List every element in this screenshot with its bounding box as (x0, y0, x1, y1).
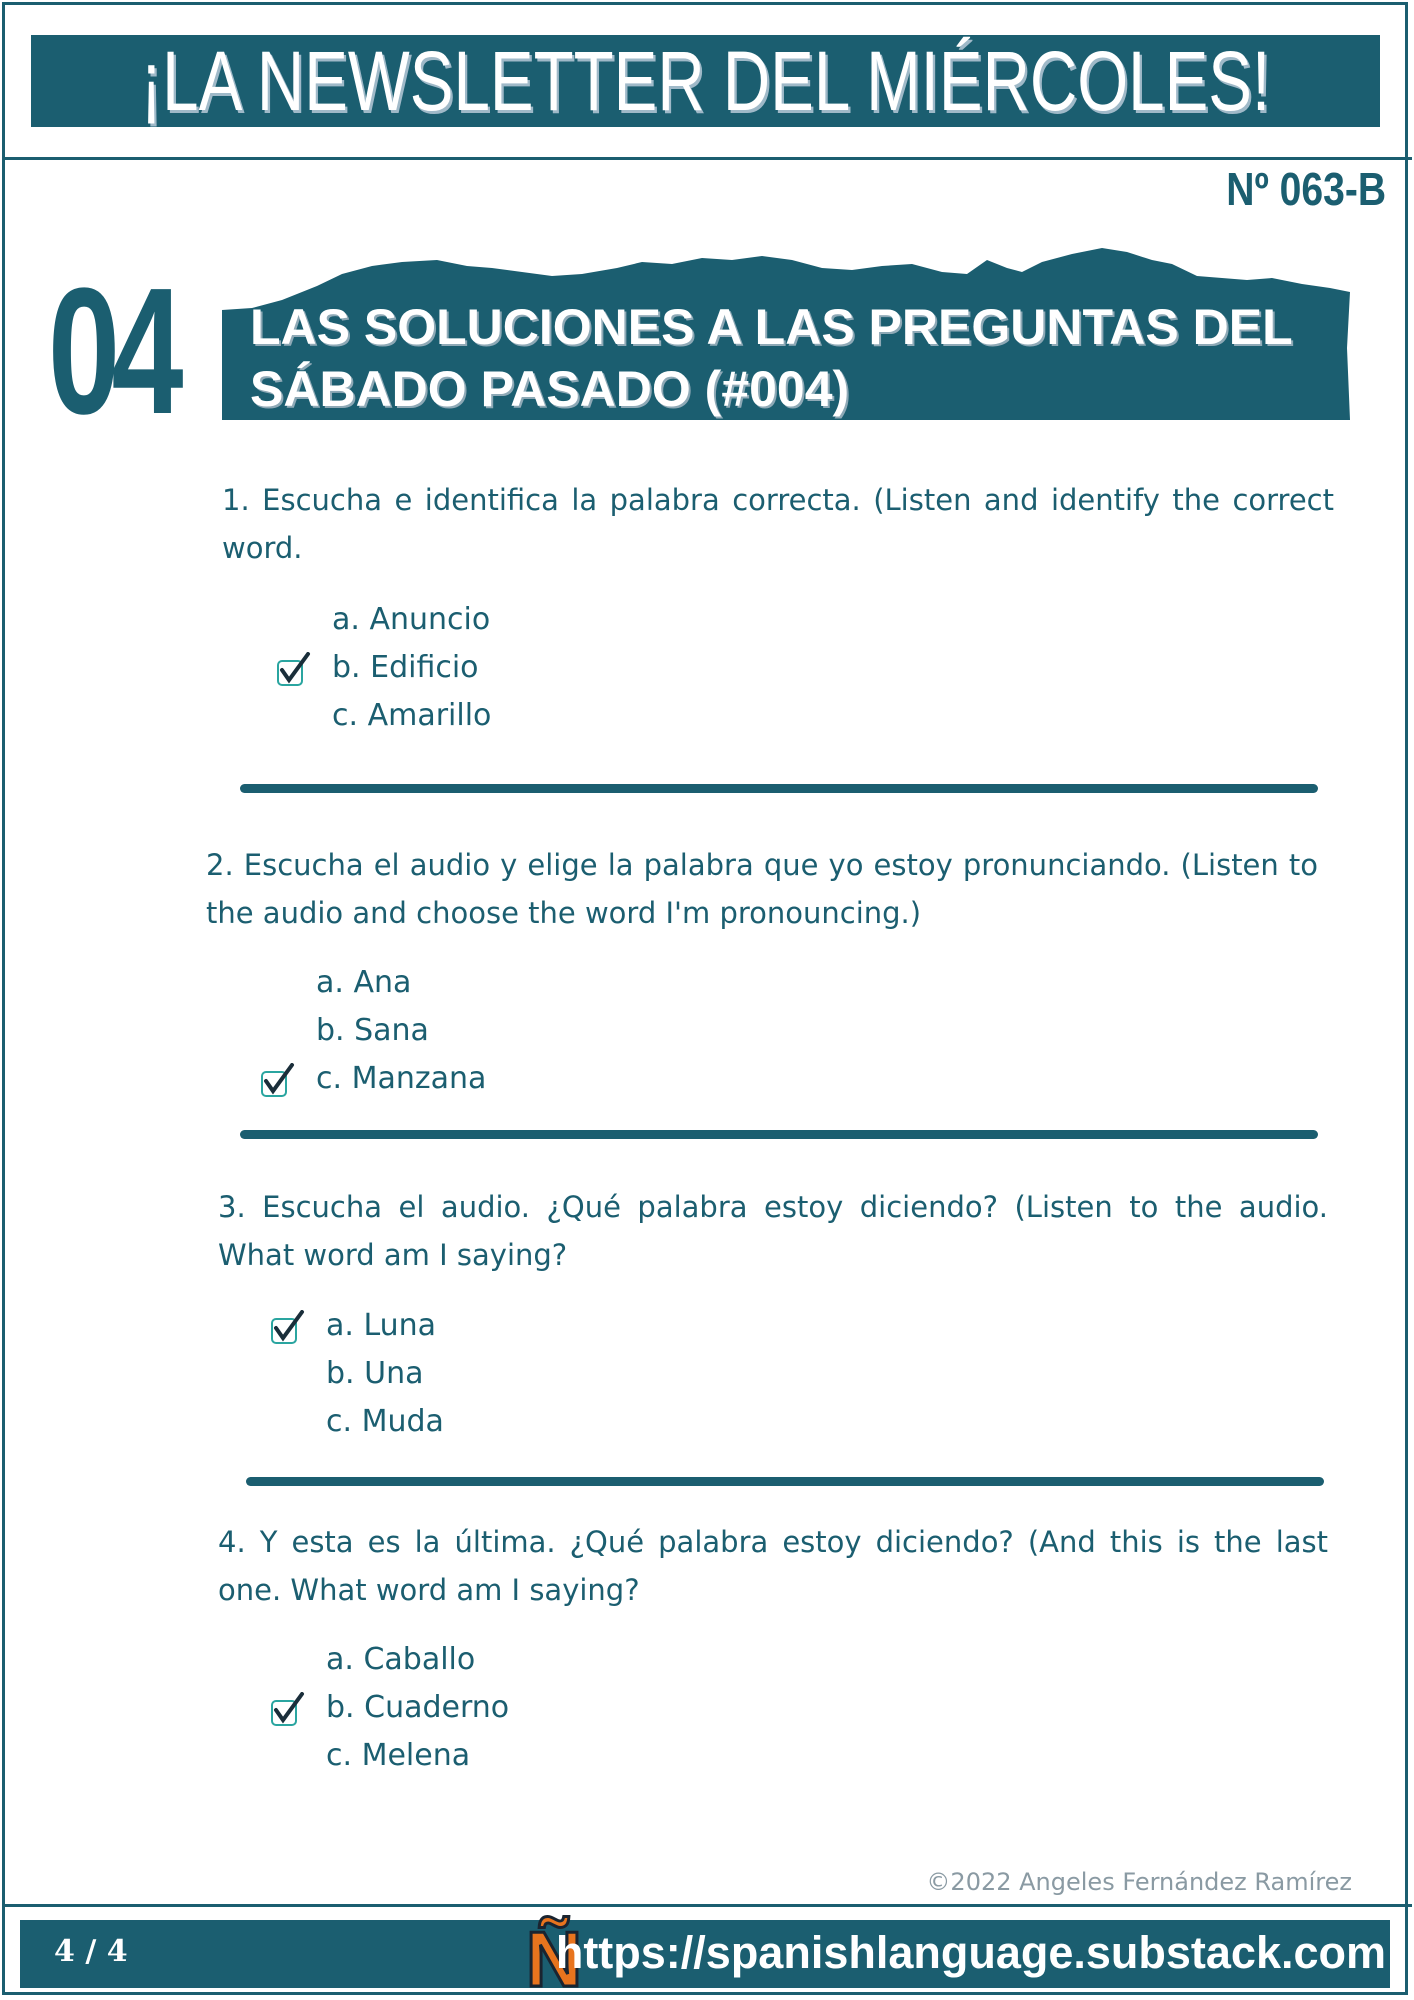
question-1-option-b (332, 644, 491, 692)
option-label: a. Anuncio (332, 602, 491, 637)
option-label: a. Caballo (326, 1642, 476, 1677)
option-label: c. Amarillo (332, 698, 492, 733)
question-4-option-a (326, 1636, 509, 1684)
option-label: c. Melena (326, 1738, 471, 1773)
question-4-option-c (326, 1732, 509, 1780)
question-4-options (326, 1636, 509, 1780)
page-number: 4 / 4 (54, 1934, 128, 1969)
question-3-option-a (326, 1302, 444, 1350)
newsletter-title-bar (31, 35, 1380, 127)
question-1-options (332, 596, 491, 740)
header-divider (2, 157, 1412, 160)
question-2-text: 2. Escucha el audio y elige la palabra que yo estoy pronunciando. (Listen to the audio and choose the word I'm pronouncing.) (206, 848, 1318, 930)
section-divider (240, 1130, 1318, 1139)
question-3-option-c (326, 1398, 444, 1446)
question-4-option-b (326, 1684, 509, 1732)
footer-divider (2, 1904, 1412, 1907)
section-title-line1: LAS SOLUCIONES A LAS PREGUNTAS DEL (250, 299, 1293, 355)
section-number: 04 (48, 251, 175, 452)
checkmark-icon (269, 1310, 305, 1346)
option-label: b. Una (326, 1356, 424, 1391)
section-divider (246, 1477, 1324, 1486)
question-4-text: 4. Y esta es la última. ¿Qué palabra estoy diciendo? (And this is the last one. What word am I saying? (218, 1525, 1328, 1607)
section-divider (240, 784, 1318, 793)
question-3-option-b (326, 1350, 444, 1398)
section-title-line2: SÁBADO PASADO (#004) (250, 361, 850, 417)
option-label: b. Cuaderno (326, 1690, 510, 1725)
question-3-text: 3. Escucha el audio. ¿Qué palabra estoy diciendo? (Listen to the audio. What word am I saying? (218, 1190, 1328, 1272)
option-label: c. Manzana (316, 1061, 487, 1096)
question-3-options (326, 1302, 444, 1446)
question-2-option-c (316, 1055, 486, 1103)
checkmark-icon (269, 1692, 305, 1728)
option-label: a. Luna (326, 1308, 437, 1343)
checkmark-icon (275, 652, 311, 688)
checkmark-icon (259, 1063, 295, 1099)
question-1-option-a (332, 596, 491, 644)
option-label: b. Edificio (332, 650, 479, 685)
svg-text:Ñ: Ñ (525, 1915, 583, 1994)
question-2-option-b (316, 1007, 486, 1055)
option-label: c. Muda (326, 1404, 444, 1439)
issue-number: Nº 063-B (1226, 163, 1386, 215)
option-label: a. Ana (316, 965, 412, 1000)
option-label: b. Sana (316, 1013, 429, 1048)
section-title (250, 296, 1330, 420)
question-1-text: 1. Escucha e identifica la palabra correcta. (Listen and identify the correct word. (222, 483, 1334, 565)
question-1-option-c (332, 692, 491, 740)
question-2-options (316, 959, 486, 1103)
copyright: ©2022 Angeles Fernández Ramírez (926, 1868, 1352, 1896)
question-2-option-a (316, 959, 486, 1007)
substack-link[interactable]: https://spanishlanguage.substack.com (555, 1927, 1386, 1978)
newsletter-title: ¡LA NEWSLETTER DEL MIÉRCOLES! (140, 33, 1271, 128)
